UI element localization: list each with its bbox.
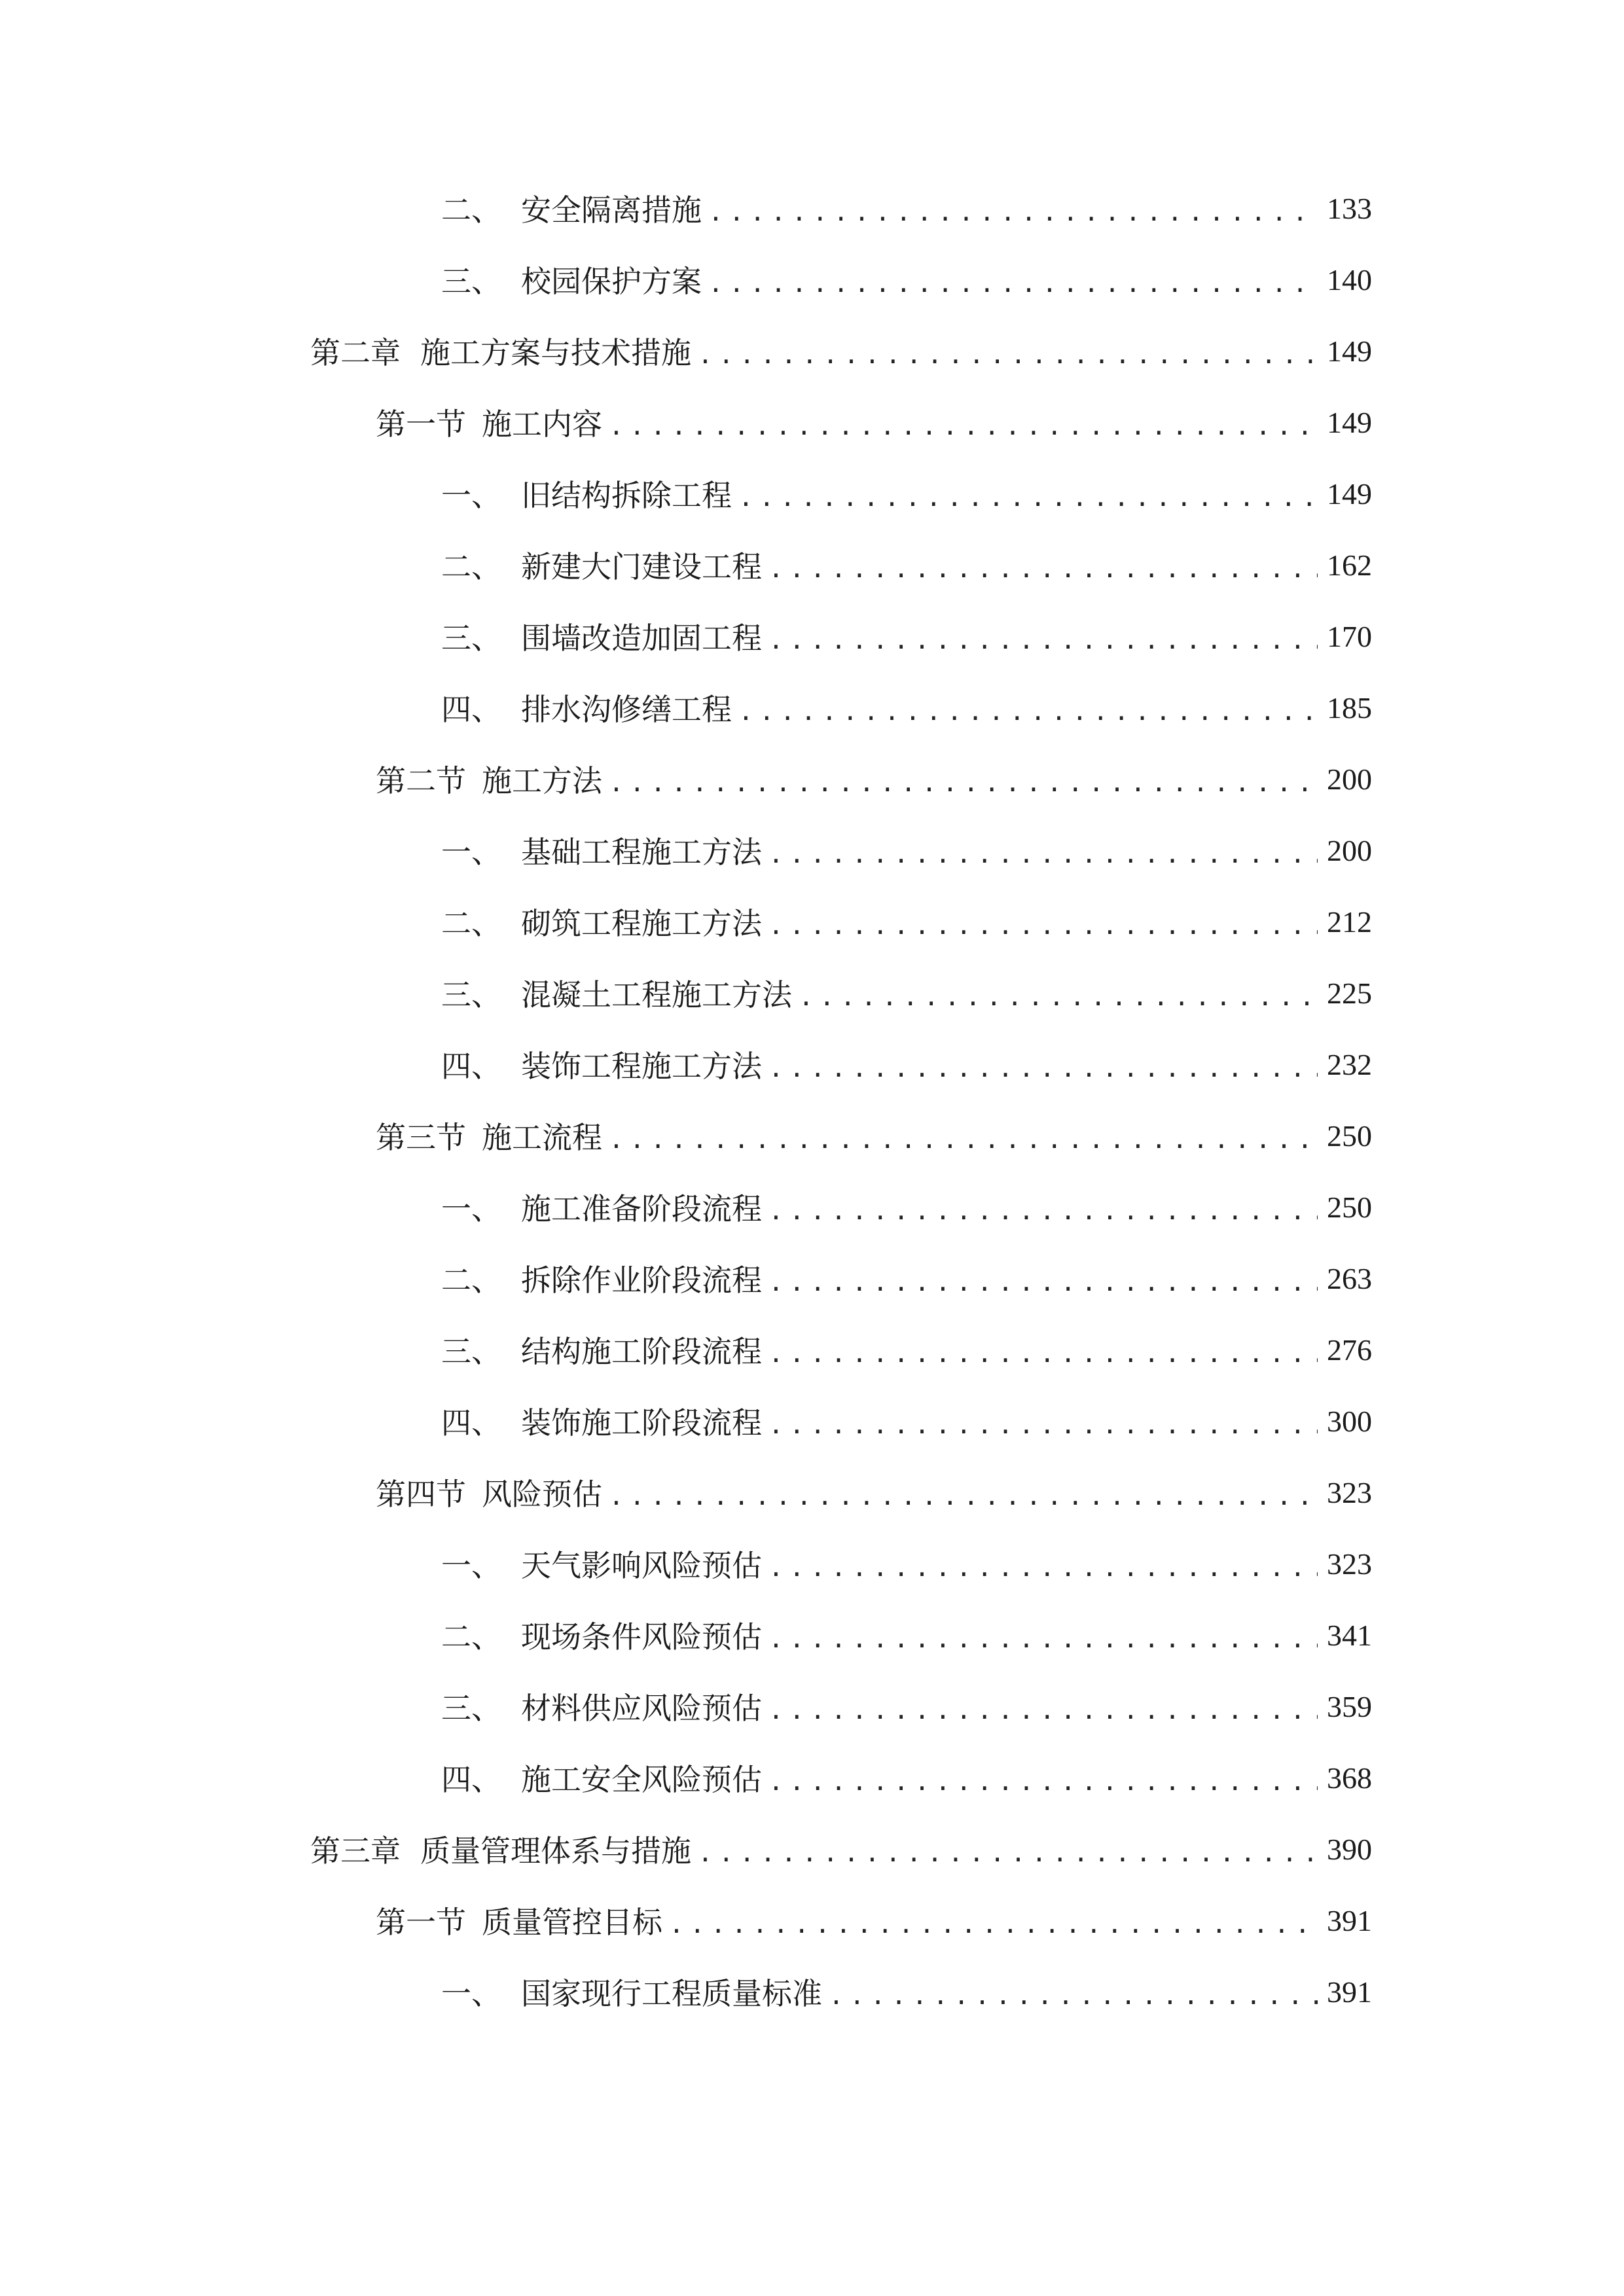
toc-dot-leader: [708, 271, 1318, 296]
toc-entry-page-number: 212: [1327, 905, 1372, 939]
toc-entry-page-number: 149: [1327, 476, 1372, 511]
toc-dot-leader: [768, 1769, 1318, 1794]
toc-dot-leader: [768, 1555, 1318, 1580]
toc-entry-title: 施工内容: [482, 406, 602, 442]
toc-entry[interactable]: [376, 1466, 1372, 1518]
toc-entry[interactable]: [441, 539, 1372, 591]
toc-entry-title: 质量管理体系与措施: [420, 1833, 691, 1869]
toc-dot-leader: [768, 842, 1318, 867]
toc-entry[interactable]: [441, 253, 1372, 306]
toc-entry-page-number: 140: [1327, 262, 1372, 296]
toc-entry-number: 二、: [441, 906, 501, 941]
toc-entry-number: 二、: [441, 1263, 501, 1298]
toc-entry-title: 施工方案与技术措施: [420, 335, 691, 370]
toc-entry-number: 二、: [441, 1619, 501, 1655]
toc-entry-title: 施工方法: [482, 763, 602, 798]
toc-entry[interactable]: [376, 1109, 1372, 1162]
toc-dot-leader: [698, 1840, 1318, 1865]
toc-entry-page-number: 170: [1327, 619, 1372, 653]
toc-dot-leader: [768, 1056, 1318, 1081]
toc-entry-number: 一、: [441, 478, 501, 513]
toc-entry[interactable]: [441, 895, 1372, 948]
toc-entry[interactable]: [376, 753, 1372, 805]
toc-entry-number: 一、: [441, 1548, 501, 1583]
toc-entry-number: 一、: [441, 1976, 501, 2011]
toc-entry[interactable]: [441, 1680, 1372, 1732]
toc-entry-page-number: 276: [1327, 1333, 1372, 1367]
toc-entry[interactable]: [441, 1181, 1372, 1233]
toc-entry-title: 新建大门建设工程: [521, 549, 762, 584]
toc-entry-number: 三、: [441, 977, 501, 1013]
toc-entry[interactable]: [441, 1965, 1372, 2018]
toc-entry-page-number: 200: [1327, 762, 1372, 796]
toc-entry[interactable]: [441, 824, 1372, 876]
toc-dot-leader: [609, 770, 1318, 795]
toc-entry-number: 一、: [441, 1191, 501, 1227]
toc-entry[interactable]: [441, 1395, 1372, 1447]
toc-entry[interactable]: [441, 1038, 1372, 1090]
toc-entry[interactable]: [441, 467, 1372, 520]
toc-entry-title: 砌筑工程施工方法: [521, 906, 762, 941]
toc-dot-leader: [829, 1983, 1318, 2008]
toc-entry-number: 四、: [441, 1049, 501, 1084]
toc-dot-leader: [768, 1270, 1318, 1295]
toc-entry-page-number: 162: [1327, 548, 1372, 582]
toc-entry-page-number: 391: [1327, 1903, 1372, 1937]
toc-entry-page-number: 300: [1327, 1404, 1372, 1438]
toc-dot-leader: [768, 913, 1318, 938]
toc-entry-page-number: 225: [1327, 976, 1372, 1010]
toc-entry-page-number: 185: [1327, 691, 1372, 725]
toc-entry-page-number: 250: [1327, 1190, 1372, 1224]
toc-entry-number: 第三节: [376, 1120, 466, 1155]
toc-entry[interactable]: [441, 1537, 1372, 1590]
toc-entry-number: 二、: [441, 549, 501, 584]
toc-entry-title: 施工准备阶段流程: [521, 1191, 762, 1227]
toc-entry-page-number: 200: [1327, 833, 1372, 867]
toc-entry[interactable]: [441, 610, 1372, 662]
toc-entry[interactable]: [441, 1609, 1372, 1661]
toc-dot-leader: [768, 1341, 1318, 1366]
toc-entry[interactable]: [310, 1823, 1372, 1875]
toc-entry-number: 第一节: [376, 1905, 466, 1940]
toc-entry[interactable]: [441, 1323, 1372, 1376]
toc-entry-title: 质量管控目标: [482, 1905, 662, 1940]
toc-dot-leader: [799, 984, 1318, 1009]
toc-entry-number: 三、: [441, 620, 501, 656]
toc-dot-leader: [768, 556, 1318, 581]
toc-dot-leader: [609, 1484, 1318, 1509]
toc-dot-leader: [708, 200, 1318, 224]
toc-entry[interactable]: [441, 1751, 1372, 1804]
toc-entry-title: 混凝土工程施工方法: [521, 977, 792, 1013]
toc-entry-number: 三、: [441, 264, 501, 299]
toc-entry-number: 第二章: [310, 335, 401, 370]
toc-dot-leader: [669, 1912, 1318, 1937]
toc-entry-title: 材料供应风险预估: [521, 1691, 762, 1726]
toc-entry-number: 四、: [441, 692, 501, 727]
toc-entry-page-number: 149: [1327, 405, 1372, 439]
toc-entry-page-number: 341: [1327, 1618, 1372, 1652]
toc-dot-leader: [768, 1198, 1318, 1223]
toc-dot-leader: [738, 485, 1318, 510]
toc-entry[interactable]: [310, 325, 1372, 377]
toc-dot-leader: [738, 699, 1318, 724]
toc-entry-title: 现场条件风险预估: [521, 1619, 762, 1655]
toc-entry-page-number: 391: [1327, 1975, 1372, 2009]
toc-entry-page-number: 390: [1327, 1832, 1372, 1866]
toc-dot-leader: [768, 1626, 1318, 1651]
toc-entry-title: 结构施工阶段流程: [521, 1334, 762, 1369]
toc-entry-page-number: 149: [1327, 334, 1372, 368]
toc-entry-page-number: 368: [1327, 1761, 1372, 1795]
toc-entry-number: 第一节: [376, 406, 466, 442]
toc-entry-number: 四、: [441, 1762, 501, 1797]
toc-entry-number: 三、: [441, 1691, 501, 1726]
toc-entry-title: 校园保护方案: [521, 264, 702, 299]
toc-dot-leader: [768, 1412, 1318, 1437]
toc-entry[interactable]: [376, 1894, 1372, 1946]
toc-entry-number: 第二节: [376, 763, 466, 798]
toc-entry-title: 装饰施工阶段流程: [521, 1405, 762, 1441]
toc-entry-title: 围墙改造加固工程: [521, 620, 762, 656]
toc-entry[interactable]: [376, 396, 1372, 448]
toc-entry-title: 国家现行工程质量标准: [521, 1976, 822, 2011]
toc-entry-page-number: 133: [1327, 191, 1372, 225]
toc-entry[interactable]: [441, 182, 1372, 234]
toc-entry-page-number: 323: [1327, 1475, 1372, 1509]
toc-entry-number: 一、: [441, 834, 501, 870]
toc-entry-title: 风险预估: [482, 1477, 602, 1512]
toc-entry-page-number: 323: [1327, 1547, 1372, 1581]
toc-entry-number: 第三章: [310, 1833, 401, 1869]
toc-entry-number: 第四节: [376, 1477, 466, 1512]
toc-entry-title: 装饰工程施工方法: [521, 1049, 762, 1084]
toc-entry-title: 排水沟修缮工程: [521, 692, 732, 727]
toc-entry-title: 旧结构拆除工程: [521, 478, 732, 513]
toc-entry-page-number: 359: [1327, 1689, 1372, 1723]
toc-entry-page-number: 250: [1327, 1119, 1372, 1153]
toc-dot-leader: [609, 1127, 1318, 1152]
toc-entry-title: 施工流程: [482, 1120, 602, 1155]
toc-entry-page-number: 263: [1327, 1261, 1372, 1295]
toc-entry[interactable]: [441, 1252, 1372, 1304]
toc-dot-leader: [698, 342, 1318, 367]
toc-entry[interactable]: [441, 681, 1372, 734]
toc-entry-number: 二、: [441, 192, 501, 228]
toc-entry-title: 安全隔离措施: [521, 192, 702, 228]
toc-entry-page-number: 232: [1327, 1047, 1372, 1081]
toc-entry-title: 施工安全风险预估: [521, 1762, 762, 1797]
toc-entry-number: 四、: [441, 1405, 501, 1441]
toc-entry-title: 拆除作业阶段流程: [521, 1263, 762, 1298]
toc-entry-number: 三、: [441, 1334, 501, 1369]
toc-dot-leader: [768, 628, 1318, 653]
toc-dot-leader: [609, 414, 1318, 439]
toc-dot-leader: [768, 1698, 1318, 1723]
toc-entry-title: 天气影响风险预估: [521, 1548, 762, 1583]
toc-entry[interactable]: [441, 967, 1372, 1019]
toc-entry-title: 基础工程施工方法: [521, 834, 762, 870]
